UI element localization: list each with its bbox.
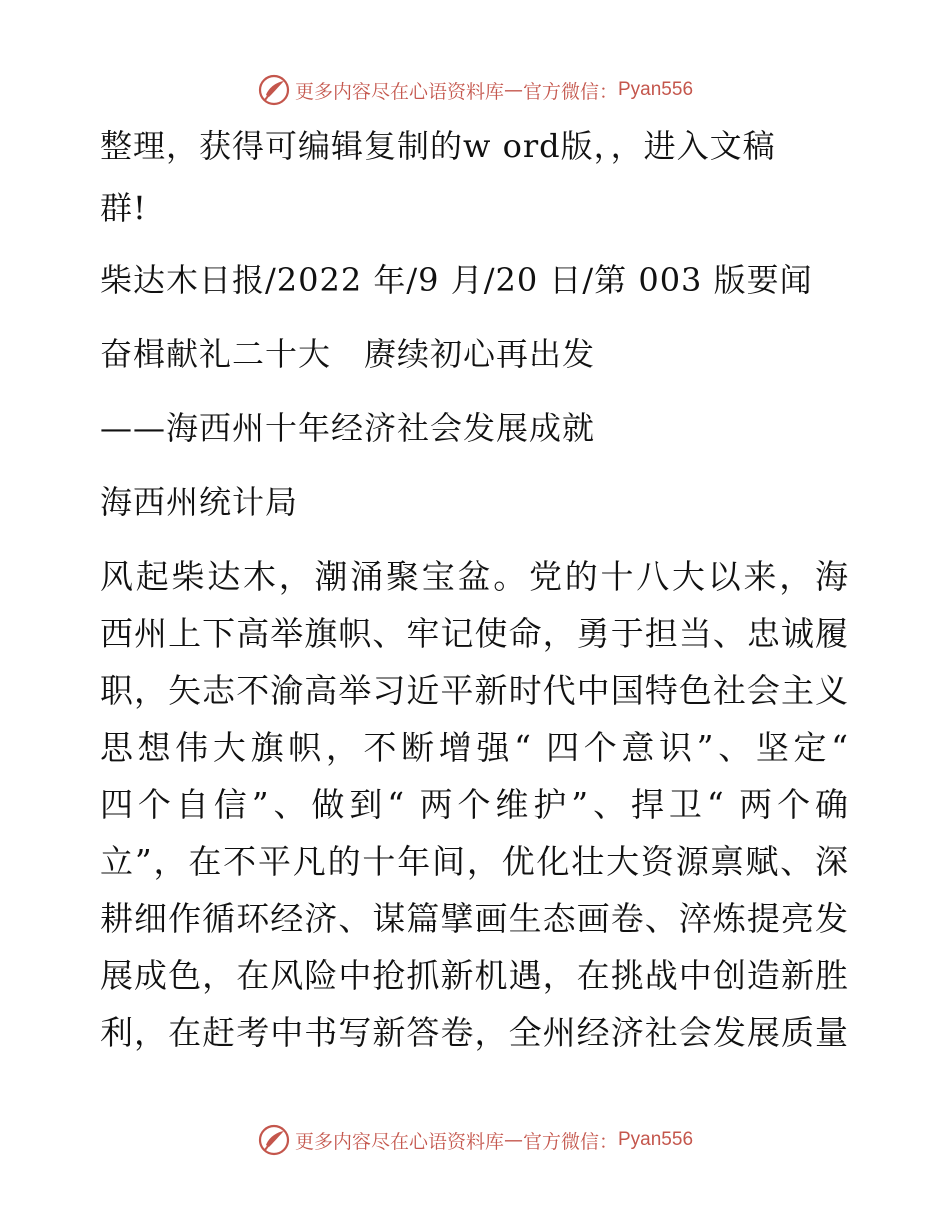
body-line: 四个自信”、做到“ 两个维护”、捍卫“ 两个确	[100, 785, 848, 824]
pen-logo-icon	[257, 1123, 291, 1157]
body-line: 职，矢志不渝高举习近平新时代中国特色社会主义	[100, 671, 848, 710]
intro-line-2: 群!	[100, 189, 147, 227]
watermark-separator: —	[503, 1129, 523, 1151]
watermark-wechat-id: Pyan556	[618, 79, 694, 100]
header-watermark	[0, 70, 950, 110]
subtitle: ——海西州十年经济社会发展成就	[100, 409, 596, 447]
body-line: 立”，在不平凡的十年间，优化壮大资源禀赋、深	[100, 842, 848, 881]
watermark-label: 更多内容尽在心语资料库	[294, 80, 504, 103]
watermark-separator: —	[503, 79, 523, 101]
watermark-wechat-id: Pyan556	[618, 1129, 694, 1150]
watermark-wechat-label: 官方微信：	[522, 1130, 618, 1153]
body-line: 风起柴达木，潮涌聚宝盆。党的十八大以来，海	[100, 557, 848, 596]
watermark-wechat-label: 官方微信：	[522, 80, 618, 103]
body-line: 展成色，在风险中抢抓新机遇，在挑战中创造新胜	[100, 956, 848, 995]
body-line: 思想伟大旗帜，不断增强“ 四个意识”、坚定“	[100, 728, 848, 767]
headline: 奋楫献礼二十大 赓续初心再出发	[100, 335, 596, 373]
author: 海西州统计局	[100, 483, 299, 521]
pen-logo-icon	[257, 73, 291, 107]
footer-watermark	[0, 1120, 950, 1160]
body-line: 西州上下高举旗帜、牢记使命，勇于担当、忠诚履	[100, 614, 848, 653]
watermark-label: 更多内容尽在心语资料库	[294, 1130, 504, 1153]
intro-line-1: 整理，获得可编辑复制的w ord版，，进入文稿	[100, 127, 776, 165]
body-line: 利，在赶考中书写新答卷，全州经济社会发展质量	[100, 1013, 848, 1052]
source-line: 柴达木日报/2022 年/9 月/20 日/第 003 版要闻	[100, 261, 813, 299]
body-line: 耕细作循环经济、谋篇擘画生态画卷、淬炼提亮发	[100, 899, 848, 938]
